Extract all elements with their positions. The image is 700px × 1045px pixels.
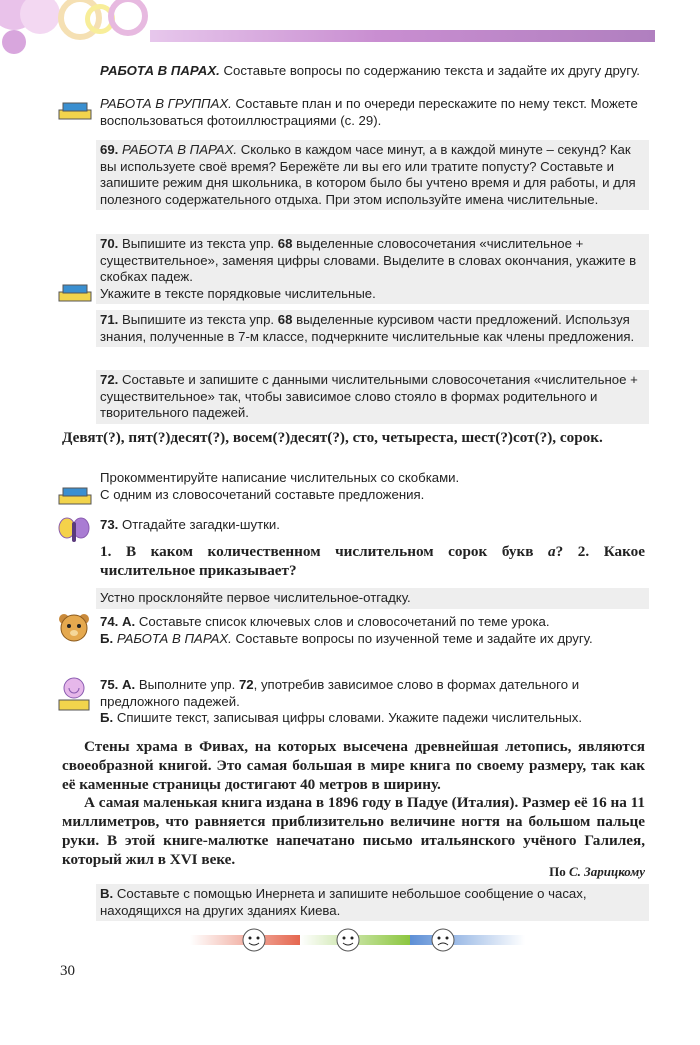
exercise-number: 75. А. [100, 677, 136, 692]
decor-circle-6 [2, 30, 26, 54]
exercise-number: 69. [100, 142, 119, 157]
exercise-73 [100, 517, 645, 534]
riddle-text: ? 2. Какое числительное приказывает? [100, 543, 645, 579]
header-decoration [0, 0, 700, 70]
riddle-letter: а [547, 543, 556, 560]
page-number: 30 [60, 963, 75, 979]
task-text: Составьте вопросы по содержанию текста и задайте их другу другу. [219, 63, 640, 78]
task-text: Прокомментируйте написание числительных со скобками. [100, 470, 460, 485]
task-lead: РАБОТА В ПАРАХ. [100, 63, 220, 78]
task-text: Составьте план и по очереди перескажите по нему текст. Можете воспользоваться фотоиллюстрациями (с. 29). [100, 96, 638, 128]
exercise-number: 72. [100, 372, 119, 387]
pair-work-task [100, 63, 645, 80]
exercise-71 [96, 310, 649, 347]
exercise-69 [96, 140, 649, 210]
task-text: Составьте список ключевых слов и словосочетаний по теме урока. [135, 614, 550, 629]
task-text: выделенные курсивом части предложений. Используя знания, полученные в 7-м классе, подчеркните числительные как члены предложения. [100, 312, 635, 344]
task-text: Отгадайте загадки-шутки. [118, 517, 280, 532]
exercise-ref: 72 [238, 677, 254, 692]
task-text: Выпишите из текста упр. [118, 312, 278, 327]
group-work-task [100, 96, 645, 129]
task-text: выделенные словосочетания «числительное + существительное», заменяя цифры словами. Выделите в словах окончания, укажите в скобках падеж. [100, 236, 637, 284]
exercise-sub-label: Б. [100, 710, 114, 725]
book-icon [57, 99, 93, 126]
text-source [62, 862, 645, 881]
bear-icon [56, 611, 92, 650]
task-extra: Укажите в тексте порядковые числительные. [100, 285, 376, 301]
snail-book-icon [56, 674, 92, 719]
text-paragraph-1: Стены храма в Фивах, на которых высечена древнейшая летопись, являются своеобразной книгой. Это самая большая в мире книга по своему размеру, так как её каменные страницы достигают 40 метров в ширину. [62, 738, 645, 793]
exercise-number: 70. [100, 236, 119, 251]
decor-circle-2 [20, 0, 60, 34]
decline-task [96, 588, 649, 609]
task-lead: РАБОТА В ГРУППАХ. [100, 96, 232, 111]
task-text: Составьте с помощью Инернета и запишите небольшое сообщение о часах, находящихся на других зданиях Киева. [100, 886, 587, 918]
comment-task [100, 470, 645, 503]
task-text: Устно просклоняйте первое числительное-отгадку. [100, 590, 411, 605]
book-icon [57, 281, 93, 308]
task-lead: РАБОТА В ПАРАХ. [113, 630, 232, 646]
exercise-72 [96, 370, 649, 424]
task-text: , употребив зависимое слово в формах дательного и предложного падежей. [100, 677, 580, 709]
riddle [100, 542, 645, 580]
exercise-sub-label: В. [100, 886, 114, 901]
task-text: С одним из словосочетаний составьте предложения. [100, 486, 425, 502]
exercise-number: 74. А. [100, 614, 136, 629]
text-paragraph-2: А самая маленькая книга издана в 1896 году в Падуе (Италия). Размер её 16 на 11 миллиметров, что равняется приблизительно величине ногтя на большом пальце руки. В этой книге-малютке напечатано письмо итальянского учёного Галилея, который жил в XVI веке. [62, 794, 645, 868]
riddle-text: 1. В каком количественном числительном сорок букв [100, 543, 548, 560]
footer-faces [190, 928, 525, 954]
exercise-ref: 68 [277, 236, 293, 251]
exercise-v [96, 884, 649, 921]
exercise-ref: 68 [277, 312, 293, 327]
butterfly-icon [58, 516, 90, 551]
book-icon [57, 484, 93, 511]
exercise-75 [100, 677, 645, 727]
task-text: Спишите текст, записывая цифры словами. Укажите падежи числительных. [113, 710, 582, 725]
source-author: С. Зарицкому [568, 864, 645, 879]
exercise-number: 73. [100, 517, 119, 532]
exercise-74 [100, 614, 645, 647]
exercise-sub-label: Б. [100, 630, 114, 646]
header-stripe [150, 30, 655, 42]
exercise-number: 71. [100, 312, 119, 327]
exercise-70 [96, 234, 649, 304]
task-text: Выполните упр. [135, 677, 239, 692]
decor-circle-5 [108, 0, 148, 36]
exercise-72-words: Девят(?), пят(?)десят(?), восем(?)десят(?), сто, четыреста, шест(?)сот(?), сорок. [62, 429, 603, 446]
task-text: Сколько в каждом часе минут, а в каждой минуте – секунд? Как вы используете своё время? Бережёте ли вы его или тратите попусту? Составьте и запишите режим дня школьника, в котором было бы учтено время и для работы, и для полезного содержательного отдыха. При этом используйте имена числительные. [100, 142, 636, 207]
task-text: Составьте и запишите с данными числительными словосочетания «числительное + существительное» так, чтобы зависимое слово стояло в формах родительного и творительного падежей. [100, 372, 638, 420]
task-text: Составьте вопросы по изученной теме и задайте их другу. [231, 630, 593, 646]
task-lead: РАБОТА В ПАРАХ. [118, 142, 238, 157]
source-prefix: По [549, 864, 569, 879]
task-text: Выпишите из текста упр. [118, 236, 278, 251]
